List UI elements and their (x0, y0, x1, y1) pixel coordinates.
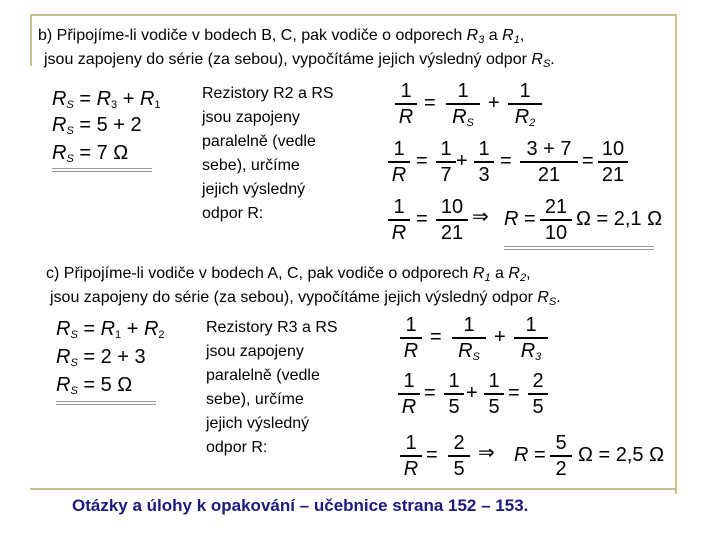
section-b-intro-line2: jsou zapojeny do série (za sebou), vypočítáme jejich výsledný odpor $R_S$. (44, 51, 555, 70)
section-b-side-text: Rezistory R2 a RS jsou zapojeny paralelně (vedle sebe), určíme jejich výsledný odpor R: (202, 85, 334, 222)
c-p3-lhs: 1 R (400, 432, 422, 480)
section-c-intro-line1: c) Připojíme-li vodiče v bodech A, C, pak vodiče o odporech $R_1$ a $R_2$, (46, 265, 531, 284)
c-p2-term1: 1 5 (444, 370, 464, 418)
b-p3-result: Ω = 2,1 Ω (576, 208, 663, 230)
b-p2-term2: 1 3 (474, 138, 494, 186)
b-p3-lhs: 1 R (388, 196, 410, 244)
frame-left-line (30, 14, 32, 66)
footer-text: Otázky a úlohy k opakování – učebnice strana 152 – 153. (72, 496, 529, 515)
c-p1-term2: 1 $R_3$ (514, 314, 548, 368)
section-b-series-eq-1: $R_S = R_3 + R_1$ (52, 88, 161, 111)
b-p2-lhs: 1 R (388, 138, 410, 186)
frame-right-line (675, 14, 677, 494)
b-p2-plus: + (456, 150, 468, 172)
c-p3-equals: = (426, 444, 438, 466)
section-c-series-eq-3: $R_S = 5$ Ω (56, 374, 133, 397)
c-p2-equals: = (424, 382, 436, 404)
b-p3-result-underline-2 (504, 249, 654, 250)
b-p3-result-underline (504, 246, 654, 247)
section-c-intro-line2: jsou zapojeny do série (za sebou), vypočítáme jejich výsledný odpor $R_S$. (50, 289, 561, 308)
b-p3-r-frac: 21 10 (540, 196, 572, 244)
section-c-result-underline-2 (56, 404, 156, 405)
section-b-result-underline-2 (52, 171, 152, 172)
frame-top-line (30, 14, 676, 16)
b-p2-term3: 3 + 7 21 (520, 138, 578, 186)
section-b-intro-line1: b) Připojíme-li vodiče v bodech B, C, pak vodiče o odporech $R_3$ a $R_1$, (38, 27, 525, 46)
c-p3-implies-arrow: ⇒ (478, 442, 495, 464)
section-b-series-eq-2: $R_S = 5 + 2$ (52, 114, 142, 137)
c-p1-lhs: 1 R (400, 314, 422, 362)
b-p3-implies-arrow: ⇒ (472, 206, 489, 228)
c-p3-r-label: R = (514, 444, 546, 466)
b-p3-r-label: R = (504, 208, 536, 230)
b-p3-equals: = (416, 208, 428, 230)
c-p3-term1: 2 5 (448, 432, 470, 480)
c-p3-result: Ω = 2,5 Ω (578, 444, 665, 466)
b-p1-lhs: 1 R (395, 80, 417, 128)
section-c-series-eq-2: $R_S = 2 + 3$ (56, 346, 146, 369)
b-p1-term1: 1 $R_S$ (446, 80, 480, 134)
c-p2-term2: 1 5 (484, 370, 504, 418)
b-p2-equals-2: = (500, 150, 512, 172)
section-b-series-eq-3: $R_S = 7$ Ω (52, 142, 129, 165)
b-p2-equals-3: = (582, 150, 594, 172)
section-c-result-underline (56, 401, 156, 402)
frame-bottom-line (30, 488, 676, 490)
b-p2-term1: 1 7 (436, 138, 456, 186)
c-p2-term3: 2 5 (528, 370, 548, 418)
c-p3-r-frac: 5 2 (550, 432, 572, 480)
section-c-side-text: Rezistory R3 a RS jsou zapojeny paralelně (vedle sebe), určíme jejich výsledný odpor R: (206, 319, 338, 456)
c-p1-plus: + (494, 326, 506, 348)
b-p3-term1: 10 21 (436, 196, 468, 244)
c-p2-equals-2: = (508, 382, 520, 404)
b-p1-plus: + (488, 92, 500, 114)
c-p1-equals: = (430, 326, 442, 348)
c-p1-term1: 1 $R_S$ (452, 314, 486, 368)
b-p1-term2: 1 $R_2$ (508, 80, 542, 134)
c-p2-lhs: 1 R (398, 370, 420, 418)
section-b-result-underline (52, 168, 152, 169)
section-c-series-eq-1: $R_S = R_1 + R_2$ (56, 318, 165, 341)
b-p2-equals: = (416, 150, 428, 172)
b-p1-equals: = (424, 92, 436, 114)
c-p2-plus: + (466, 382, 478, 404)
b-p2-term4: 10 21 (598, 138, 628, 186)
